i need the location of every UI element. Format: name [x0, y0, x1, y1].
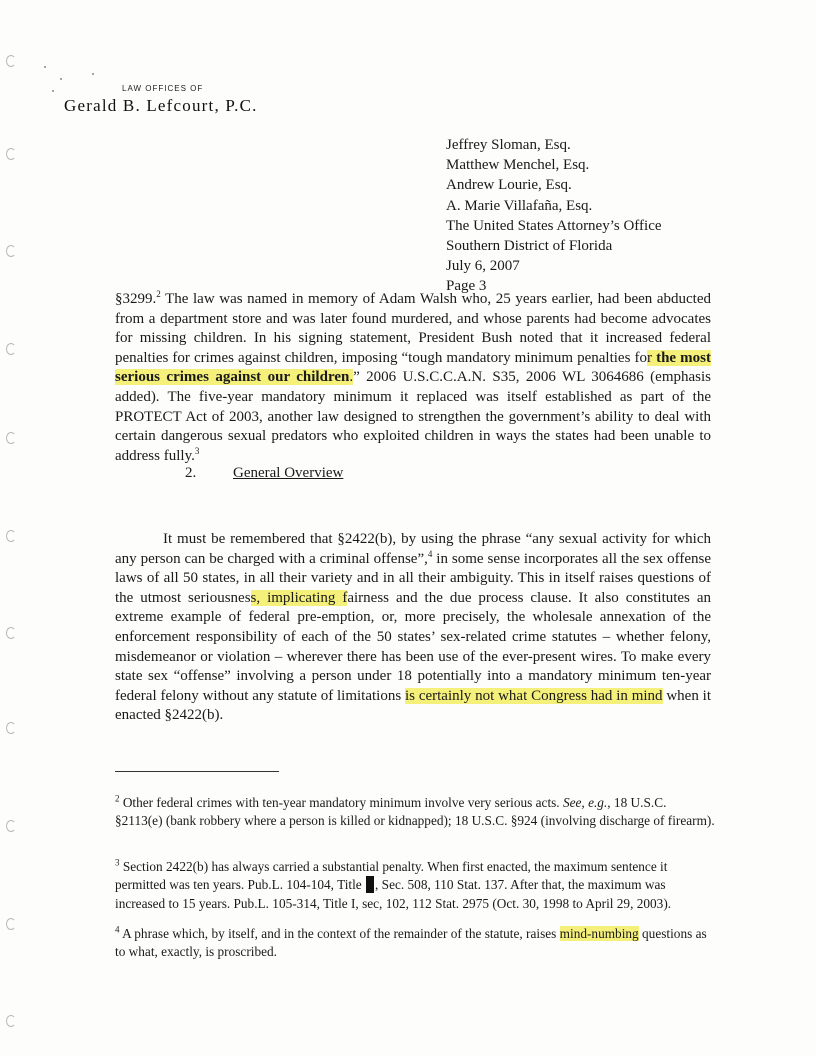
footnote-text: Section 2422(b) has always carried a substantial penalty. When first enacted, the maximum sentence it permitted was ten years. Pub.L. 104-104, Title — [115, 859, 668, 893]
punch-hole — [6, 432, 16, 444]
punch-hole — [6, 1015, 16, 1027]
footnote-ref: 3 — [194, 445, 200, 456]
footnote-2 — [115, 794, 715, 831]
paragraph-text: It must be remembered that §2422(b), by using the phrase “any sexual activity for which any person can be charged with a criminal offense”, — [115, 531, 711, 567]
punch-hole — [6, 627, 16, 639]
highlighted-text: mind-numbing — [559, 926, 639, 941]
page-number: Page 3 — [446, 278, 487, 295]
highlighted-bold-quote: the most serious crimes against our children — [115, 349, 712, 386]
citation-signal: See, e.g. — [562, 795, 608, 810]
redaction-mark — [366, 876, 374, 893]
punch-hole — [6, 918, 16, 930]
addressee-block — [446, 135, 662, 297]
footnote-ref: 2 — [156, 289, 161, 299]
section-number: 2. — [185, 465, 197, 481]
punch-hole — [6, 530, 16, 542]
footnote-number: 3 — [115, 857, 120, 868]
footnote-text: A phrase which, by itself, and in the context of the remainder of the statute, raises — [119, 926, 560, 941]
punch-hole — [6, 343, 16, 355]
punch-hole — [6, 722, 16, 734]
footnote-separator — [115, 771, 279, 772]
footnote-text: Other federal crimes with ten-year mandatory minimum involve very serious acts. — [119, 795, 563, 810]
footnote-text: , 18 U.S.C. §2113(e) (bank robbery where a person is killed or kidnapped); 18 U.S.C. §924 (involving discharge of firearm). — [115, 795, 715, 829]
scan-speck — [44, 66, 46, 68]
paragraph-text: The law was named in memory of Adam Walsh who, 25 years earlier, had been abducted from a department store and was later found murdered, and whose parents had become advocates for missing children. In his signing statement, President Bush noted that it increased federal penalties for crimes against children, imposing “tough mandatory minimum penalties fo — [115, 291, 711, 366]
addressee-line: Jeffrey Sloman, Esq. — [446, 137, 571, 153]
footnote-ref: 4 — [427, 548, 433, 559]
footnote-text: questions as to what, exactly, is proscribed. — [115, 926, 707, 960]
scan-speck — [92, 73, 94, 75]
addressee-line: Southern District of Florida — [446, 238, 613, 255]
addressee-line: Matthew Menchel, Esq. — [446, 157, 590, 174]
punch-hole — [6, 245, 16, 257]
letterhead-firm-name: Gerald B. Lefcourt, P.C. — [64, 96, 258, 115]
footnote-3 — [115, 858, 715, 913]
highlighted-text: r — [647, 349, 657, 366]
addressee-line: The United States Attorney’s Office — [446, 217, 662, 234]
body-paragraph-2 — [115, 530, 711, 726]
highlighted-text: s, implicating f — [250, 589, 348, 606]
scan-speck — [52, 90, 54, 92]
highlighted-text: is certainly not what Congress had in mind — [405, 687, 663, 704]
addressee-line: A. Marie Villafaña, Esq. — [446, 197, 593, 214]
punch-hole — [6, 55, 16, 67]
paragraph-text: when it enacted §2422(b). — [115, 687, 711, 724]
section-title: General Overview — [233, 465, 344, 481]
footnote-number: 4 — [115, 924, 120, 935]
punch-hole — [6, 820, 16, 832]
footnote-text: , Sec. 508, 110 Stat. 137. After that, the maximum was increased to 15 years. Pub.L. 105-314, Title I, sec, 102, 112 Stat. 2975 (Oct. 30, 1998 to April 29, 2003). — [115, 877, 672, 911]
scan-speck — [60, 78, 62, 80]
paragraph-text: ” 2006 U.S.C.C.A.N. S35, 2006 WL 3064686 (emphasis added). The five-year mandatory minimum it replaced was itself established as part of the PROTECT Act of 2003, another law designed to strengthen the government’s ability to deal with certain dangerous sexual predators who exploited children in ways the states had been unable to address fully. — [115, 369, 711, 464]
punch-hole — [6, 148, 16, 160]
section-heading — [185, 465, 343, 482]
footnote-number: 2 — [115, 793, 120, 804]
body-paragraph-1 — [115, 290, 711, 466]
addressee-line: Andrew Lourie, Esq. — [446, 177, 572, 194]
letterhead-label: LAW OFFICES OF — [122, 84, 204, 93]
statute-ref: §3299. — [115, 291, 157, 307]
paragraph-text: airness and the due process clause. It also constitutes an extreme example of federal pre-emption, or, more precisely, the wholesale annexation of the enforcement responsibility of each of the 50 states’ sex-related crime statutes – whether felony, misdemeanor or violation – wherever there has been use of the ever-present wires. To make every state sex “offense” involving a person under 18 potentially into a mandatory minimum ten-year federal felony without any statute of limitations — [115, 589, 711, 704]
letter-date: July 6, 2007 — [446, 258, 520, 275]
paragraph-text: in some sense incorporates all the sex offense laws of all 50 states, in all their variety and in all their ambiguity. This in itself raises questions of the utmost seriousnes — [115, 550, 711, 606]
highlighted-text: . — [349, 369, 354, 386]
footnote-4 — [115, 925, 715, 962]
